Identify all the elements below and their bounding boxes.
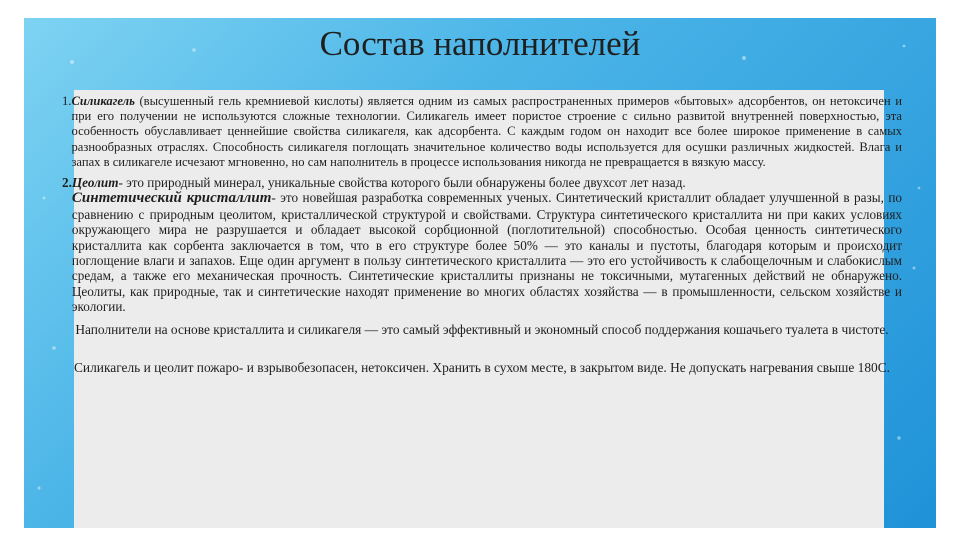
slide xyxy=(24,18,936,528)
note-safety: Силикагель и цеолит пожаро- и взрывобезопасен, нетоксичен. Хранить в сухом месте, в закрытом виде. Не допускать нагревания свыше 180С. xyxy=(74,359,890,375)
item-1-term: Силикагель xyxy=(71,94,135,108)
item-2-term-2: Синтетический кристаллит xyxy=(71,190,272,207)
list-item-1 xyxy=(62,94,902,170)
item-2-text-1: - это природный минерал, уникальные свойства которого были обнаружены более двухсот лет назад. xyxy=(118,175,686,191)
slide-title: Состав наполнителей xyxy=(319,24,641,63)
slide-content xyxy=(62,94,902,376)
item-1-number: 1. xyxy=(62,94,72,108)
item-1-text: (высушенный гель кремниевой кислоты) является одним из самых распространенных примеров «бытовых» адсорбентов, он нетоксичен и при его получении не используются сложные технологии. Силикагель имеет пористое строение с сильно развитой внутренней поверхностью, эта особенность обуславливает ценнейшие свойства силикагеля, как адсорбента. С каждым годом он находит все более широкое применение в самых разнообразных отраслях. Способность силикагеля поглощать значительное количество воды используется для осушки различных жидкостей. Влага и запах в силикагеле исчезают мгновенно, но сам наполнитель в процессе использования никогда не превращается в вязкую массу. xyxy=(71,94,902,169)
item-2-text-2: - это новейшая разработка современных ученых. Синтетический кристаллит обладает улучшенной в разы, по сравнению с природным цеолитом, кристаллической структурой и свойствами. Структура синтетического кристаллита ни при каких условиях окружающего мира не разрушается и обладает высокой сорбционной (поглотительной) способностью. Особая ценность синтетического кристаллита как сорбента заключается в том, что в его структуре более 50% — это каналы и пустоты, благодаря которым и происходит поглощение влаги и запахов. Еще один аргумент в пользу синтетического кристаллита — это его устойчивость к слабощелочным и слабокислым средам, а также его механическая прочность. Синтетические кристаллиты признаны не токсичными, мутагенных действий не обнаружено. Цеолиты, как природные, так и синтетические находят применение во многих областях хозяйства — в промышленности, сельском хозяйстве и экологии. xyxy=(71,190,902,315)
note-efficiency: Наполнители на основе кристаллита и силикагеля — это самый эффективный и экономный способ поддержания кошачьего туалета в чистоте. xyxy=(75,321,889,337)
item-2-term-1: Цеолит xyxy=(71,175,119,191)
item-2-number: 2. xyxy=(62,175,72,191)
list-item-2 xyxy=(62,175,902,315)
